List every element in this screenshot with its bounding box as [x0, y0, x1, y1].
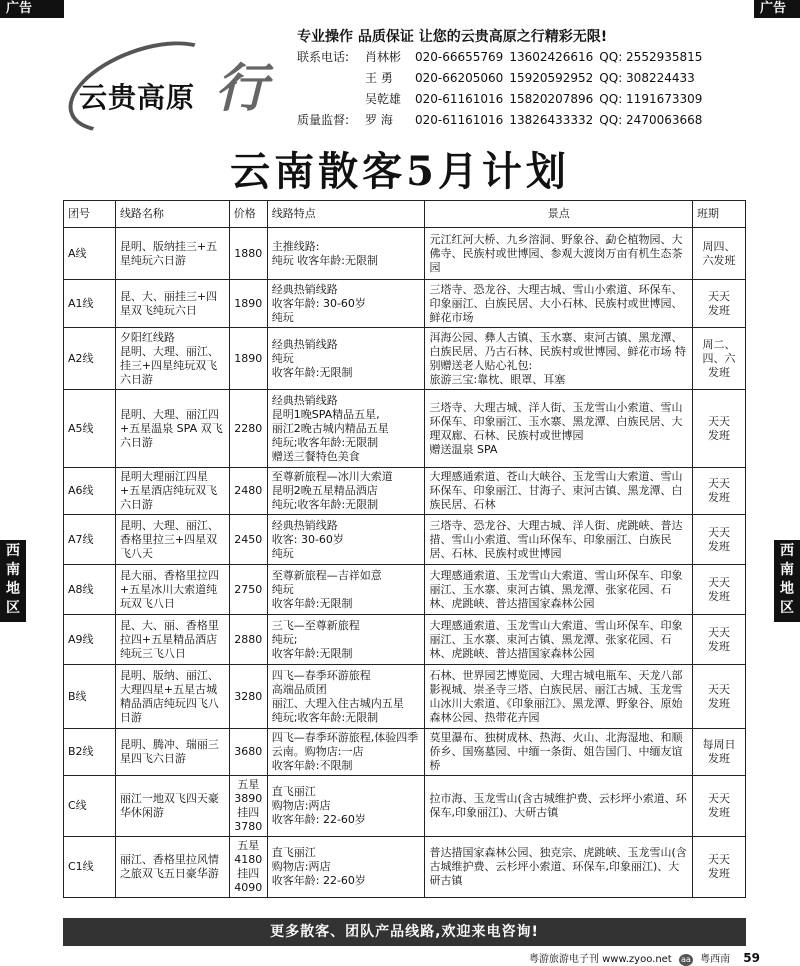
contact-name: 罗 海	[365, 113, 393, 127]
route-spots: 大理感通索道、玉龙雪山大索道、雪山环保车、印象丽江、玉水寨、束河古镇、黑龙潭、张家花园、石林、虎跳峡、普达措国家森林公园	[425, 565, 693, 615]
footer-banner: 更多散客、团队产品线路,欢迎来电咨询!	[63, 918, 746, 946]
contact-line	[297, 69, 701, 86]
route-feature: 经典热销线路 昆明1晚SPA精品五星, 丽江2晚古城内精品五星 纯玩;收客年龄:无限制 赠送三餐特色美食	[267, 390, 425, 468]
table-row	[64, 228, 746, 280]
route-spots: 三塔寺、恐龙谷、大理古城、洋人街、虎跳峡、普达措、雪山小索道、雪山环保车、印象丽江、白族民居、石林、民族村或世博园	[425, 515, 693, 565]
route-code: A线	[64, 228, 116, 280]
route-name: 昆明、腾冲、瑞丽三星四飞六日游	[115, 729, 229, 776]
route-code: A9线	[64, 615, 116, 665]
header-code: 团号	[64, 201, 116, 228]
route-price: 2750	[229, 565, 267, 615]
contact-phone: 020-66655769	[415, 50, 504, 64]
contact-qq: QQ: 2470063668	[599, 113, 703, 127]
route-feature: 主推线路: 纯玩 收客年龄:无限制	[267, 228, 425, 280]
route-price: 五星 4180 挂四 4090	[229, 837, 267, 898]
route-feature: 四飞—春季环游旅程 高端品质团 丽江、大理入住古城内五星 纯玩;收客年龄:无限制	[267, 665, 425, 729]
route-name: 昆、大、丽、香格里拉四+五星精品酒店纯玩三飞八日	[115, 615, 229, 665]
contact-qq: QQ: 2552935815	[599, 50, 703, 64]
route-code: A7线	[64, 515, 116, 565]
route-feature: 经典热销线路 收客年龄: 30-60岁 纯玩	[267, 280, 425, 328]
route-feature: 经典热销线路 纯玩 收客年龄:无限制	[267, 328, 425, 390]
section-name: 粤西南	[700, 954, 731, 965]
route-name: 昆、大、丽挂三+四星双飞纯玩六日	[115, 280, 229, 328]
route-spots: 大理感通索道、苍山大峡谷、玉龙雪山大索道、雪山环保车、印象丽江、甘海子、束河古镇、黑龙潭、白族民居、石林	[425, 468, 693, 515]
route-name: 昆明、大理、丽江四+五星温泉 SPA 双飞六日游	[115, 390, 229, 468]
publication-badge-icon: aa	[679, 954, 693, 966]
route-code: A1线	[64, 280, 116, 328]
route-schedule: 天天 发班	[693, 615, 746, 665]
table-row	[64, 665, 746, 729]
route-schedule: 天天 发班	[693, 280, 746, 328]
table-row	[64, 280, 746, 328]
route-spots: 元江红河大桥、九乡溶洞、野象谷、勐仑植物园、大佛寺、民族村或世博园、参观大渡岗万亩有机生态茶园	[425, 228, 693, 280]
route-table	[63, 200, 746, 898]
contact-phone: 020-61161016	[415, 113, 504, 127]
route-code: A2线	[64, 328, 116, 390]
table-row	[64, 729, 746, 776]
route-spots: 洱海公园、彝人古镇、玉水寨、束河古镇、黑龙潭、白族民居、乃古石林、民族村或世博园、鲜花市场 特别赠送老人贴心礼包: 旅游三宝:靠枕、眼罩、耳塞	[425, 328, 693, 390]
route-schedule: 天天 发班	[693, 665, 746, 729]
header-price: 价格	[229, 201, 267, 228]
contact-mobile: 15920592952	[509, 71, 594, 85]
side-label-right: 西南地区	[774, 540, 800, 622]
route-code: B线	[64, 665, 116, 729]
contact-mobile: 13602426616	[509, 50, 594, 64]
contact-name: 肖林彬	[365, 50, 402, 64]
route-name: 昆大丽、香格里拉四+五星冰川大索道纯玩双飞八日	[115, 565, 229, 615]
route-spots: 莫里瀑布、独树成林、热海、火山、北海湿地、和顺侨乡、国殇墓园、中缅一条街、姐告国门、中缅友谊桥	[425, 729, 693, 776]
contact-qq: QQ: 308224433	[599, 71, 695, 85]
route-name: 昆明、版纳挂三+五星纯玩六日游	[115, 228, 229, 280]
contact-label: 质量监督:	[297, 113, 350, 127]
route-code: B2线	[64, 729, 116, 776]
contact-phone: 020-61161016	[415, 92, 504, 106]
table-row	[64, 468, 746, 515]
route-name: 丽江、香格里拉风情之旅双飞五日豪华游	[115, 837, 229, 898]
route-name: 昆明大理丽江四星+五星酒店纯玩双飞六日游	[115, 468, 229, 515]
route-schedule: 天天 发班	[693, 565, 746, 615]
route-price: 2880	[229, 615, 267, 665]
contact-name: 王 勇	[365, 71, 393, 85]
route-spots: 三塔寺、大理古城、洋人街、玉龙雪山小索道、雪山环保车、印象丽江、玉水寨、黑龙潭、白族民居、大理双廊、石林、民族村或世博园 赠送温泉 SPA	[425, 390, 693, 468]
ad-tag-right: 广告	[754, 0, 800, 18]
route-code: C1线	[64, 837, 116, 898]
contact-phone: 020-66205060	[415, 71, 504, 85]
contact-name: 吴乾雄	[365, 92, 402, 106]
route-spots: 石林、世界园艺博览园、大理古城电瓶车、天龙八部影视城、崇圣寺三塔、白族民居、丽江古城、玉龙雪山冰川大索道、《印象丽江》、黑龙潭、野象谷、原始森林公园、热带花卉园	[425, 665, 693, 729]
route-schedule: 天天 发班	[693, 837, 746, 898]
route-name: 夕阳红线路 昆明、大理、丽江、挂三+四星纯玩双飞六日游	[115, 328, 229, 390]
route-price: 1890	[229, 328, 267, 390]
route-code: A8线	[64, 565, 116, 615]
contact-line	[297, 90, 708, 107]
route-schedule: 周四、 六发班	[693, 228, 746, 280]
header-feature: 线路特点	[267, 201, 425, 228]
contact-mobile: 15820207896	[509, 92, 594, 106]
route-name: 昆明、大理、丽江、香格里拉三+四星双飞八天	[115, 515, 229, 565]
route-price: 1880	[229, 228, 267, 280]
ad-tag-left: 广告	[0, 0, 64, 18]
route-price: 3280	[229, 665, 267, 729]
publication-text: 粤游旅游电子刊 www.zyoo.net	[528, 954, 672, 965]
route-schedule: 天天 发班	[693, 468, 746, 515]
route-price: 2480	[229, 468, 267, 515]
contact-mobile: 13826433332	[509, 113, 594, 127]
route-spots: 三塔寺、恐龙谷、大理古城、雪山小索道、环保车、印象丽江、白族民居、大小石林、民族村或世博园、鲜花市场	[425, 280, 693, 328]
table-row	[64, 515, 746, 565]
route-code: A5线	[64, 390, 116, 468]
side-label-left: 西南地区	[0, 540, 26, 622]
route-feature: 直飞丽江 购物店:两店 收客年龄: 22-60岁	[267, 776, 425, 837]
route-feature: 三飞—至尊新旅程 纯玩; 收客年龄:无限制	[267, 615, 425, 665]
route-code: A6线	[64, 468, 116, 515]
table-row	[64, 328, 746, 390]
brand-logo	[65, 38, 285, 118]
route-spots: 大理感通索道、玉龙雪山大索道、雪山环保车、印象丽江、玉水寨、束河古镇、黑龙潭、张家花园、石林、虎跳峡、普达措国家森林公园	[425, 615, 693, 665]
table-row	[64, 565, 746, 615]
route-feature: 至尊新旅程—冰川大索道 昆明2晚五星精品酒店 纯玩;收客年龄:无限制	[267, 468, 425, 515]
route-price: 五星 3890 挂四 3780	[229, 776, 267, 837]
route-feature: 四飞—春季环游旅程,体验四季云南。购物店:一店 收客年龄:不限制	[267, 729, 425, 776]
route-feature: 至尊新旅程—吉祥如意 纯玩 收客年龄:无限制	[267, 565, 425, 615]
route-price: 2280	[229, 390, 267, 468]
table-row	[64, 615, 746, 665]
logo-text: 云贵高原	[79, 81, 196, 114]
route-feature: 直飞丽江 购物店:两店 收客年龄: 22-60岁	[267, 837, 425, 898]
route-spots: 普达措国家森林公园、独克宗、虎跳峡、玉龙雪山(含古城维护费、云杉坪小索道、环保车,印象丽江)、大研古镇	[425, 837, 693, 898]
route-spots: 拉市海、玉龙雪山(含古城维护费、云杉坪小索道、环保车,印象丽江)、大研古镇	[425, 776, 693, 837]
bottom-line	[529, 950, 760, 966]
route-price: 3680	[229, 729, 267, 776]
page-title: 云南散客5月计划	[230, 148, 570, 195]
route-price: 2450	[229, 515, 267, 565]
table-row	[64, 390, 746, 468]
route-schedule: 天天 发班	[693, 776, 746, 837]
logo-big-char: 行	[215, 58, 268, 119]
ad-header	[65, 20, 755, 130]
contact-line	[297, 111, 708, 128]
table-header-row	[64, 201, 746, 228]
slogan: 专业操作 品质保证 让您的云贵高原之行精彩无限!	[297, 29, 608, 45]
route-name: 昆明、版纳、丽江、大理四星+五星古城精品酒店纯玩四飞八日游	[115, 665, 229, 729]
route-price: 1890	[229, 280, 267, 328]
route-name: 丽江一地双飞四天豪华休闲游	[115, 776, 229, 837]
header-schedule: 班期	[693, 201, 746, 228]
route-feature: 经典热销线路 收客: 30-60岁 纯玩	[267, 515, 425, 565]
contact-qq: QQ: 1191673309	[599, 92, 703, 106]
contact-label: 联系电话:	[297, 50, 350, 64]
route-schedule: 每周日 发班	[693, 729, 746, 776]
header-name: 线路名称	[115, 201, 229, 228]
route-schedule: 天天 发班	[693, 390, 746, 468]
route-schedule: 周二、 四、六 发班	[693, 328, 746, 390]
route-code: C线	[64, 776, 116, 837]
contact-line	[297, 48, 708, 65]
table-row	[64, 776, 746, 837]
header-spots: 景点	[425, 201, 693, 228]
page-number: 59	[743, 951, 760, 965]
route-schedule: 天天 发班	[693, 515, 746, 565]
table-row	[64, 837, 746, 898]
